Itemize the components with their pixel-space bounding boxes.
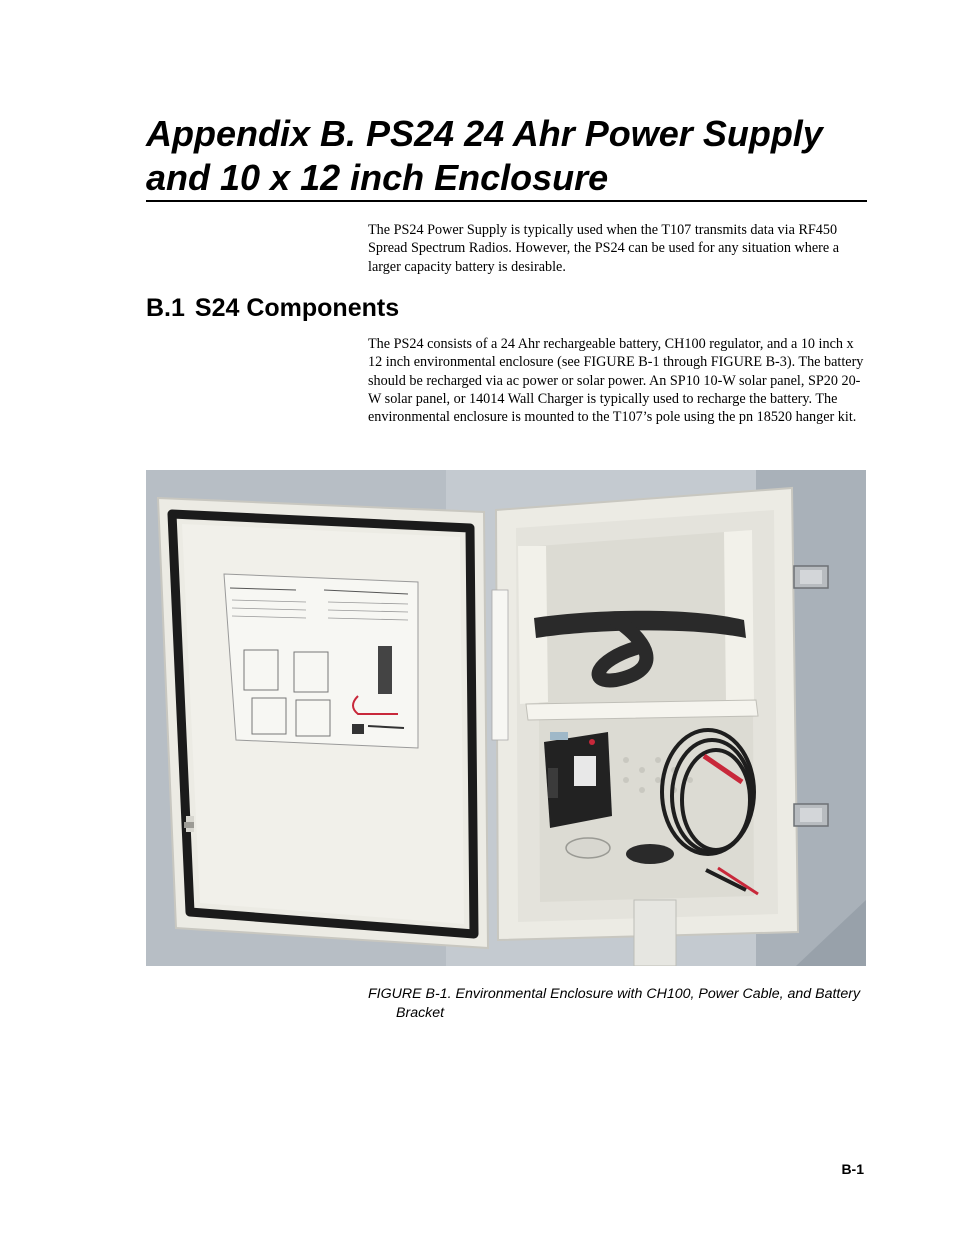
title-underline bbox=[146, 200, 867, 202]
page-title-line-1: Appendix B. PS24 24 Ahr Power Supply bbox=[146, 113, 823, 154]
intro-paragraph: The PS24 Power Supply is typically used when the T107 transmits data via RF450 Spread Spectrum Radios. However, the PS24 can be used for any situation where a larger capacity battery is desirable. bbox=[368, 222, 840, 275]
latch-top bbox=[794, 566, 828, 588]
section-paragraph: The PS24 consists of a 24 Ahr rechargeable battery, CH100 regulator, and a 10 inch x 12 inch environmental enclosure (see FIGURE B-1 through FIGURE B-3). The battery should be recharged via ac power or solar power. An SP10 10-W solar panel, SP20 20-W solar panel, or 14014 Wall Charger is typically used to recharge the battery. The environmental enclosure is mounted to the T107’s pole using the pn 18520 hanger kit. bbox=[368, 336, 864, 426]
figure-caption: FIGURE B-1. Environmental Enclosure with CH100, Power Cable, and Battery Bracket bbox=[368, 986, 861, 1021]
battery-shelf bbox=[526, 700, 758, 720]
section-heading bbox=[146, 292, 399, 324]
mounting-pole bbox=[634, 900, 676, 966]
latch-bottom bbox=[794, 804, 828, 826]
page-number: B-1 bbox=[841, 1161, 864, 1177]
enclosure-illustration bbox=[146, 470, 866, 966]
page-title-line-2: and 10 x 12 inch Enclosure bbox=[146, 157, 609, 198]
page-title bbox=[146, 112, 866, 200]
ch100-regulator bbox=[544, 732, 612, 828]
enclosure-photo bbox=[146, 470, 866, 966]
instruction-label bbox=[224, 574, 418, 748]
section-title: S24 Components bbox=[194, 294, 400, 322]
section-number: B.1 bbox=[146, 294, 185, 322]
enclosure-body bbox=[492, 488, 798, 966]
enclosure-door bbox=[158, 498, 488, 948]
